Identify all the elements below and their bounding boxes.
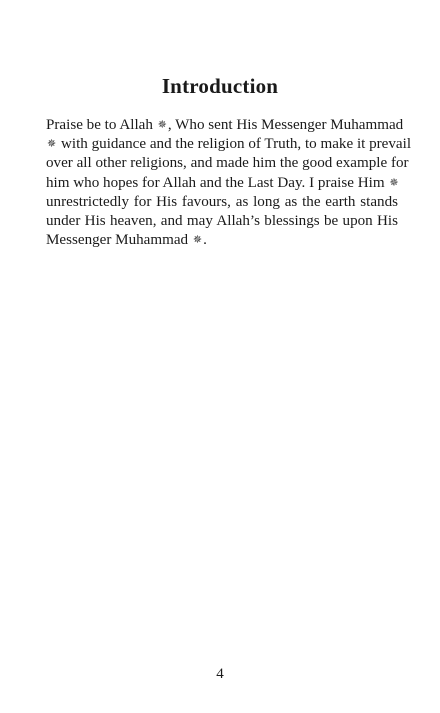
text-line [46, 135, 412, 154]
text-line [46, 174, 398, 193]
saw-honorific-icon: ✵ [192, 234, 203, 247]
text-line [46, 212, 398, 231]
swt-honorific-icon: ✵ [157, 119, 167, 131]
text-segment: under His heaven, and may Allah’s blessings be upon His [46, 213, 398, 230]
introduction-paragraph [46, 116, 412, 250]
text-line [46, 116, 404, 135]
page-number: 4 [216, 666, 224, 682]
page-title: Introduction [161, 74, 279, 98]
text-line [46, 154, 409, 173]
text-segment: . [203, 232, 207, 249]
text-segment: with guidance and the religion of Truth, to make it prevail [57, 136, 412, 153]
text-segment: over all other religions, and made him the good example for [46, 155, 409, 172]
text-segment: , Who sent His Messenger Muhammad [167, 117, 404, 133]
text-segment: him who hopes for Allah and the Last Day. I praise Him [46, 174, 389, 191]
swt-honorific-icon: ✵ [389, 176, 399, 189]
saw-honorific-icon: ✵ [47, 138, 57, 151]
text-segment: Messenger Muhammad [46, 232, 192, 249]
text-line [46, 231, 398, 250]
text-line [46, 193, 398, 212]
text-segment: Praise be to Allah [46, 117, 157, 133]
text-segment: unrestrictedly for His favours, as long as the earth stands [46, 193, 398, 210]
